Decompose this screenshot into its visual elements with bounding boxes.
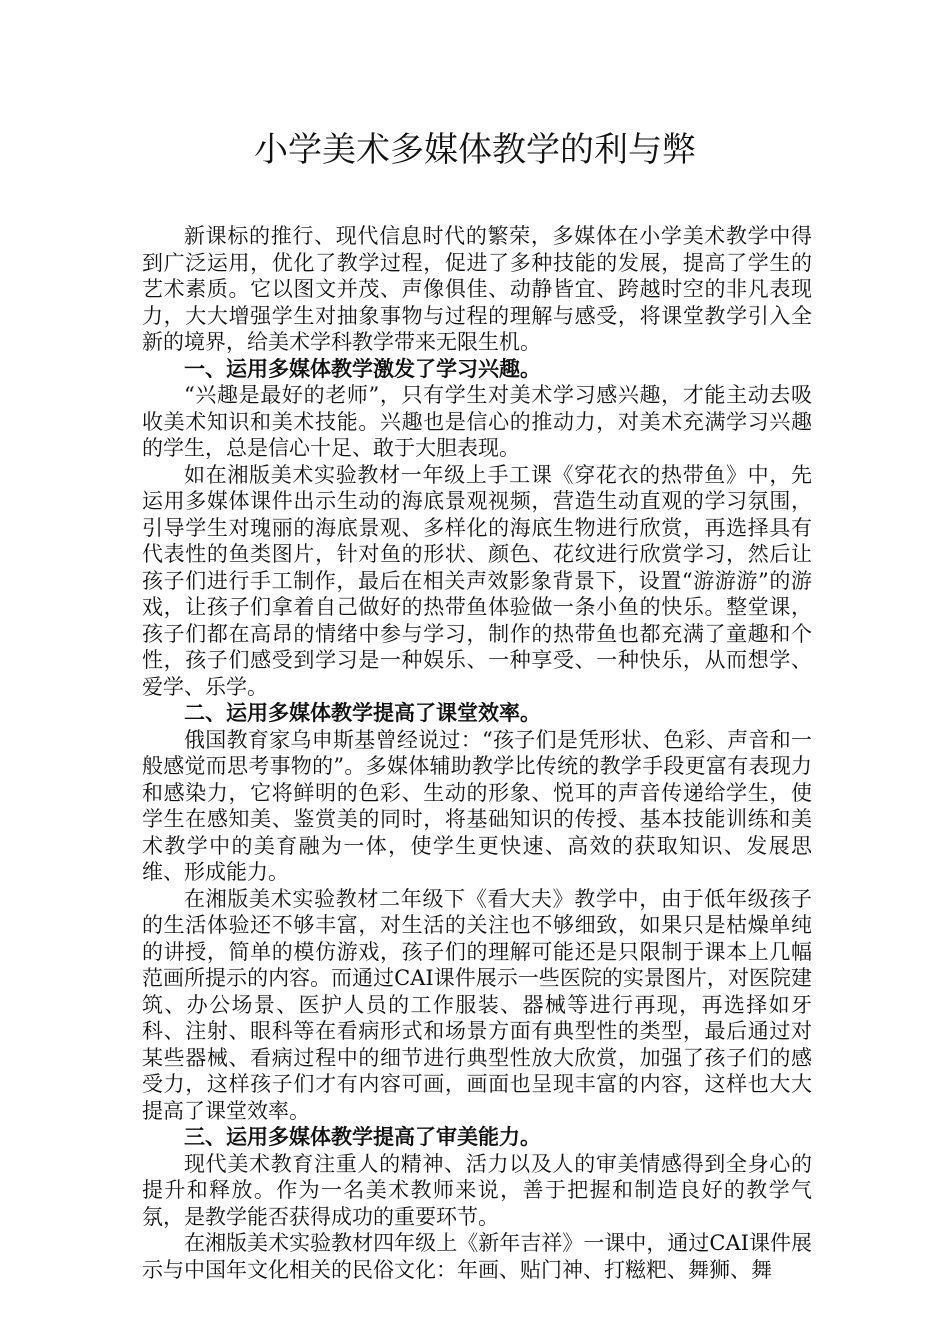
section-heading-3: 三、运用多媒体教学提高了审美能力。 xyxy=(184,1124,541,1149)
section-1-paragraph-1: “兴趣是最好的老师”，只有学生对美术学习感兴趣，才能主动去吸收美术知识和美术技能。兴趣也是信心的推动力，对美术充满学习兴趣的学生，总是信心十足、敢于大胆表现。 xyxy=(142,383,812,460)
intro-paragraph: 新课标的推行、现代信息时代的繁荣，多媒体在小学美术教学中得到广泛运用，优化了教学过程，促进了多种技能的发展，提高了学生的艺术素质。它以图文并茂、声像俱佳、动静皆宜、跨越时空的非凡表现力，大大增强学生对抽象事物与过程的理解与感受，将课堂教学引入全新的境界，给美术学科教学带来无限生机。 xyxy=(142,224,812,354)
section-2-paragraph-2: 在湘版美术实验教材二年级下《看大夫》教学中，由于低年级孩子的生活体验还不够丰富，对生活的关注也不够细致，如果只是枯燥单纯的讲授，简单的模仿游戏，孩子们的理解可能还是只限制于课本上几幅范画所提示的内容。而通过CAI课件展示一些医院的实景图片，对医院建筑、办公场景、医护人员的工作服装、器械等进行再现，再选择如牙科、注射、眼科等在看病形式和场景方面有典型性的类型，最后通过对某些器械、看病过程中的细节进行典型性放大欣赏，加强了孩子们的感受力，这样孩子们才有内容可画，画面也呈现丰富的内容，这样也大大提高了课堂效率。 xyxy=(142,886,812,1123)
document-title: 小学美术多媒体教学的利与弊 xyxy=(254,130,696,170)
section-heading-1: 一、运用多媒体教学激发了学习兴趣。 xyxy=(184,355,541,381)
section-2-paragraph-1: 俄国教育家乌申斯基曾经说过：“孩子们是凭形状、色彩、声音和一般感觉而思考事物的”。多媒体辅助教学比传统的教学手段更富有表现力和感染力，它将鲜明的色彩、生动的形象、悦耳的声音传递给学生，使学生在感知美、鉴赏美的同时，将基础知识的传授、基本技能训练和美术教学中的美育融为一体，使学生更快速、高效的获取知识、发展思维、形成能力。 xyxy=(142,727,812,884)
document-body xyxy=(142,223,812,1283)
section-3-paragraph-2: 在湘版美术实验教材四年级上《新年吉祥》一课中，通过CAI课件展示与中国年文化相关的民俗文化：年画、贴门神、打糍粑、舞狮、舞 xyxy=(142,1231,812,1282)
section-1-paragraph-2: 如在湘版美术实验教材一年级上手工课《穿花衣的热带鱼》中，先运用多媒体课件出示生动的海底景观视频，营造生动直观的学习氛围，引导学生对瑰丽的海底景观、多样化的海底生物进行欣赏，再选择具有代表性的鱼类图片，针对鱼的形状、颜色、花纹进行欣赏学习，然后让孩子们进行手工制作，最后在相关声效影象背景下，设置“游游游”的游戏，让孩子们拿着自己做好的热带鱼体验做一条小鱼的快乐。整堂课，孩子们都在高昂的情绪中参与学习，制作的热带鱼也都充满了童趣和个性，孩子们感受到学习是一种娱乐、一种享受、一种快乐，从而想学、爱学、乐学。 xyxy=(142,462,812,699)
section-3-paragraph-1: 现代美术教育注重人的精神、活力以及人的审美情感得到全身心的提升和释放。作为一名美术教师来说，善于把握和制造良好的教学气氛，是教学能否获得成功的重要环节。 xyxy=(142,1151,812,1229)
section-heading-2: 二、运用多媒体教学提高了课堂效率。 xyxy=(184,700,541,725)
